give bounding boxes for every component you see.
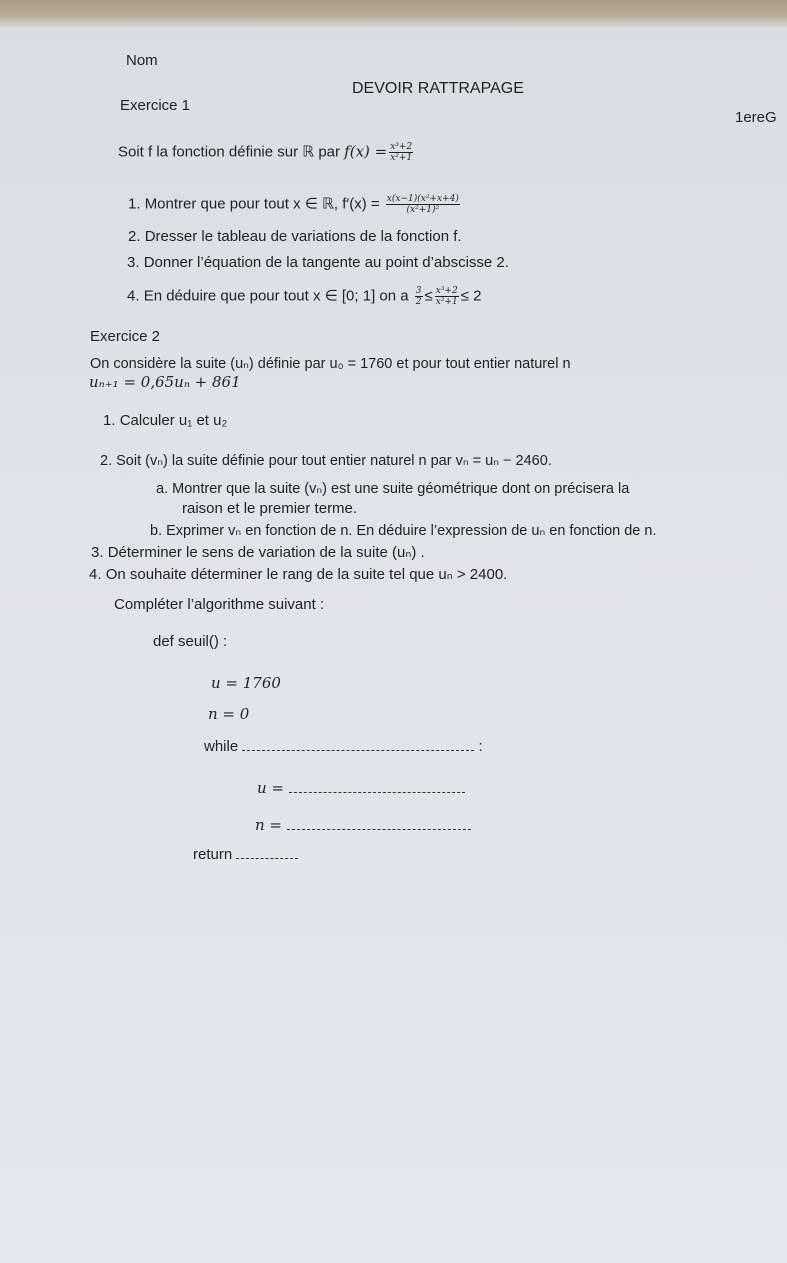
algorithm-return: return <box>193 846 298 864</box>
exercise2-q2: 2. Soit (vₙ) la suite définie pour tout entier naturel n par vₙ = uₙ − 2460. <box>100 453 552 469</box>
exercise2-q2a-cont: raison et le premier terme. <box>182 500 358 517</box>
exercise1-q2: 2. Dresser le tableau de variations de la fonction f. <box>128 228 462 245</box>
algorithm-n-update: n = <box>255 816 471 834</box>
u-update-blank[interactable] <box>289 782 465 793</box>
exercise1-heading: Exercice 1 <box>120 97 191 114</box>
exercise2-q2b: b. Exprimer vₙ en fonction de n. En déduire l’expression de uₙ en fonction de n. <box>150 523 657 539</box>
class-label: 1ereG <box>735 109 777 126</box>
exercise2-q4: 4. On souhaite déterminer le rang de la suite tel que uₙ > 2400. <box>89 566 508 583</box>
exercise2-recurrence: uₙ₊₁ = 0,65uₙ + 861 <box>89 373 241 391</box>
name-label: Nom <box>126 52 158 69</box>
algorithm-while: while : <box>204 738 483 755</box>
algorithm-init-n: n = 0 <box>208 705 250 723</box>
algorithm-init-u: u = 1760 <box>211 674 281 692</box>
algorithm-def: def seuil() : <box>153 633 228 650</box>
exercise2-q4-instruction: Compléter l’algorithme suivant : <box>114 596 325 613</box>
exercise2-q1: 1. Calculer u₁ et u₂ <box>103 412 228 429</box>
return-blank[interactable] <box>236 848 298 859</box>
while-condition-blank[interactable] <box>242 740 474 751</box>
page-title: DEVOIR RATTRAPAGE <box>352 80 524 97</box>
exercise1-intro: Soit f la fonction définie sur ℝ par f(x) = $\frac{\text{x³+2}}{\text{x²+1}}$ <box>118 142 413 163</box>
n-update-blank[interactable] <box>287 819 471 830</box>
exercise2-q3: 3. Déterminer le sens de variation de la suite (uₙ) . <box>91 544 425 561</box>
exercise2-q2a: a. Montrer que la suite (vₙ) est une suite géométrique dont on précisera la <box>156 481 630 497</box>
exercise1-q1: 1. Montrer que pour tout x ∈ ℝ, f′(x) = $\frac{\text{x(x−1)(x²+x+4)}}{\text{(x²+1)²}}$ <box>128 194 459 215</box>
algorithm-u-update: u = <box>257 779 465 797</box>
exercise2-heading: Exercice 2 <box>90 328 161 345</box>
exercise1-q3: 3. Donner l’équation de la tangente au point d’abscisse 2. <box>127 254 509 271</box>
exercise2-intro: On considère la suite (uₙ) définie par u₀ = 1760 et pour tout entier naturel n <box>90 356 571 372</box>
exercise1-q4: 4. En déduire que pour tout x ∈ [0; 1] on a $\frac{3}{2}$ ≤ $\frac{\text{x³+2}}{\text{x²+1}}$ ≤ 2 <box>127 286 482 307</box>
table-background <box>0 0 787 28</box>
